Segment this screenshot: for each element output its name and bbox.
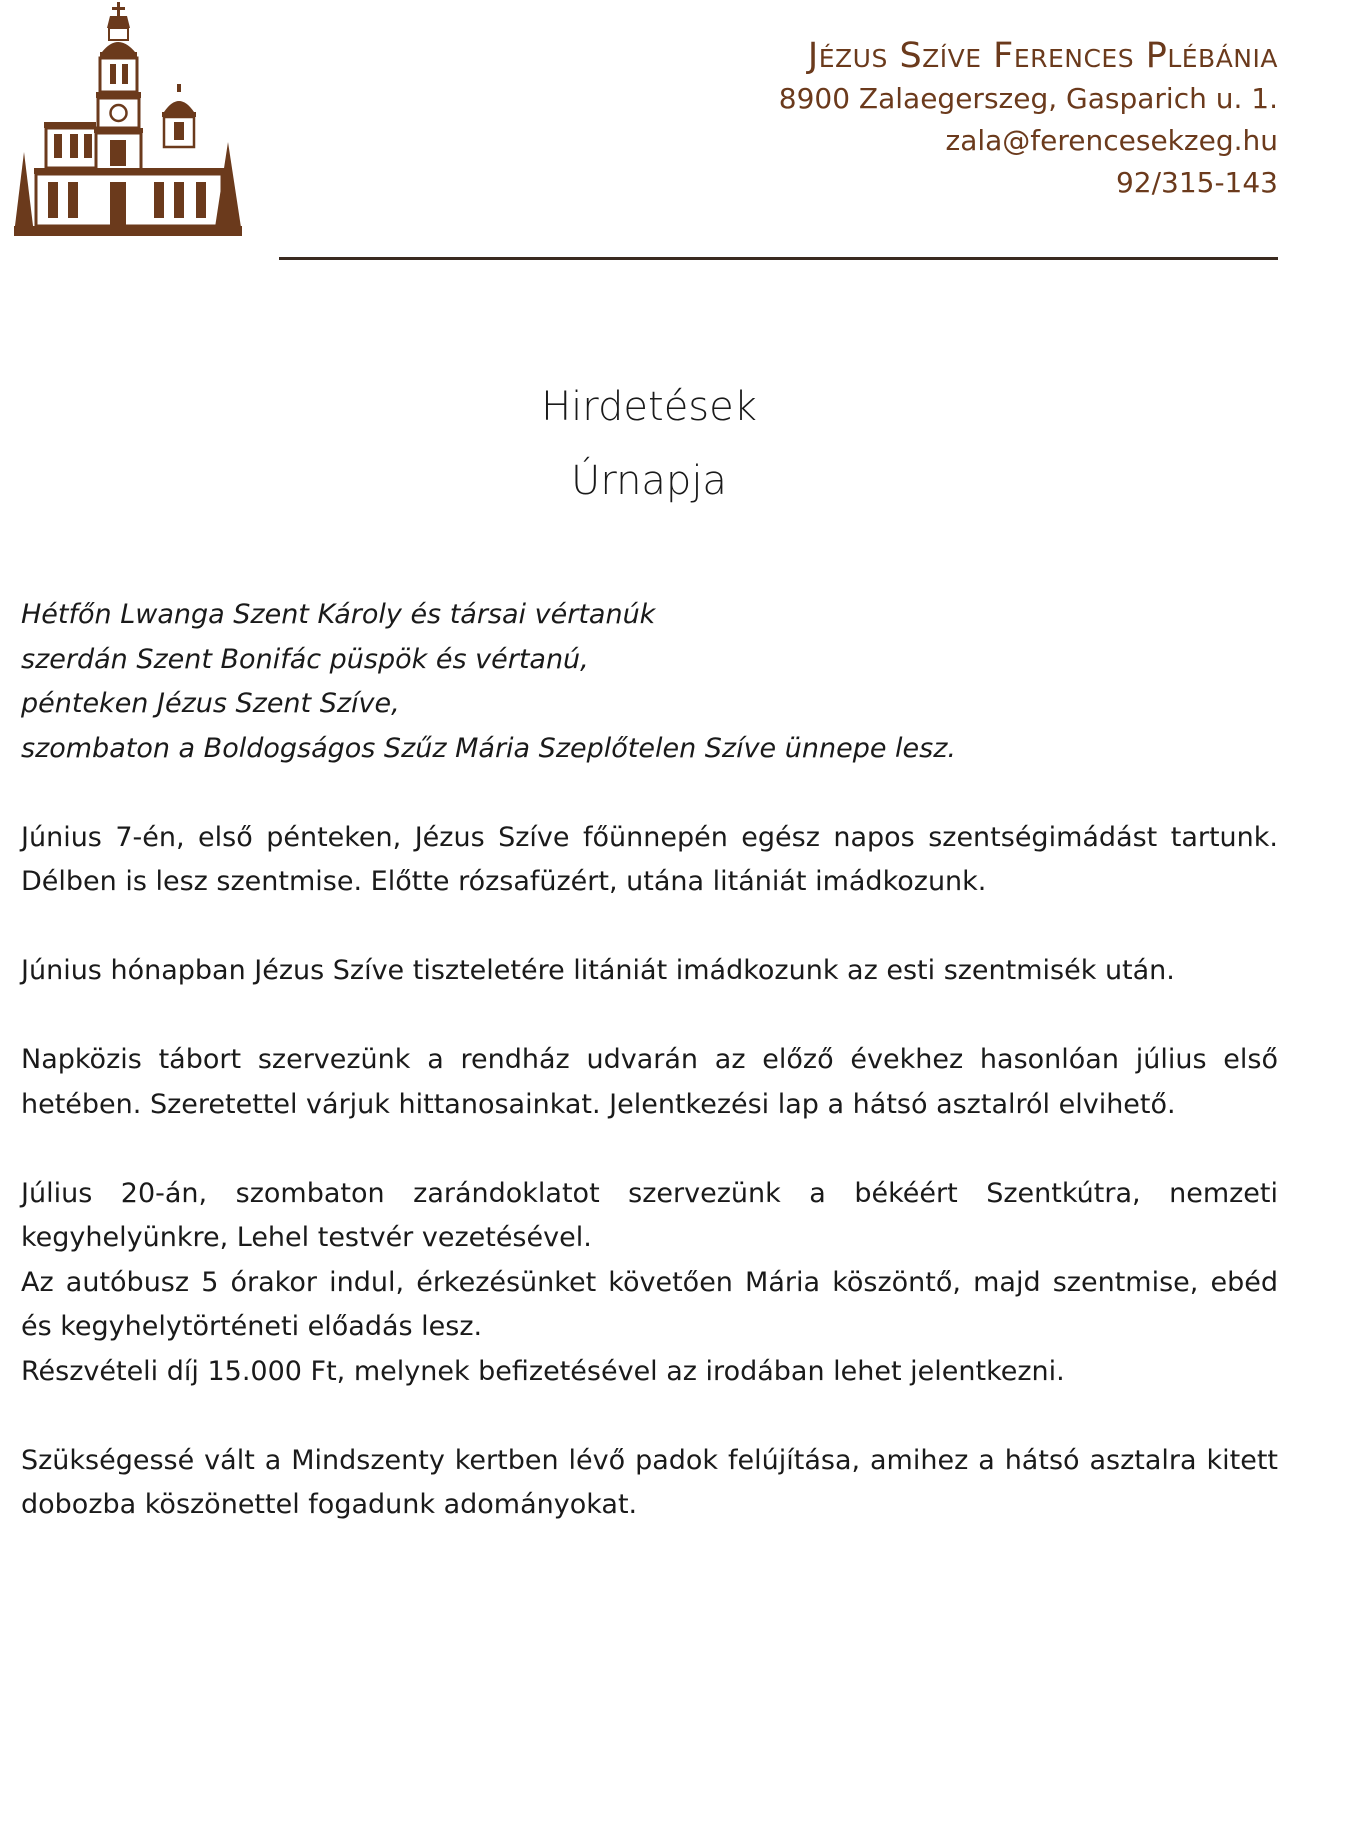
announcement-day-camp: Napközis tábort szervezünk a rendház udvarán az előző évekhez hasonlóan július első hetében. Szeretettel várjuk hittanosainkat. Jelentkezési lap a hátsó asztalról elvihető. xyxy=(21,1044,1278,1120)
announcement-first-friday: Június 7-én, első pénteken, Jézus Szíve főünnepén egész napos szentségimádást tartunk. Délben is lesz szentmise. Előtte rózsafüzért, utána litániát imádkozunk. xyxy=(21,821,1278,897)
parish-email: zala@ferencesekzeg.hu xyxy=(945,124,1278,157)
pilgrimage-fee: Részvételi díj 15.000 Ft, melynek befizetésével az irodában lehet jelentkezni. xyxy=(21,1355,1065,1387)
feast-line: pénteken Jézus Szent Szíve, xyxy=(21,688,400,719)
announcement-pilgrimage xyxy=(21,1172,1278,1395)
church-tower-icon xyxy=(14,2,242,238)
announcements-body xyxy=(21,593,1278,1528)
pilgrimage-program: Az autóbusz 5 órakor indul, érkezésünket követően Mária köszöntő, majd szentmise, ebéd és kegyhelytörténeti előadás lesz. xyxy=(21,1266,1278,1342)
feast-line: szerdán Szent Bonifác püspök és vértanú, xyxy=(21,643,589,675)
parish-header xyxy=(779,34,1278,204)
parish-phone: 92/315-143 xyxy=(1115,166,1278,199)
title-announcements: Hirdetések xyxy=(541,384,757,430)
parish-address: 8900 Zalaegerszeg, Gasparich u. 1. xyxy=(778,82,1278,115)
church-logo xyxy=(14,2,242,238)
header-divider xyxy=(279,257,1278,260)
announcement-benches: Szükségessé vált a Mindszenty kertben lévő padok felújítása, amihez a hátsó asztalra kitett dobozba köszönettel fogadunk adományokat. xyxy=(21,1444,1278,1520)
pilgrimage-intro: Július 20-án, szombaton zarándoklatot szervezünk a békéért Szentkútra, nemzeti kegyhelyünkre, Lehel testvér vezetésével. xyxy=(21,1177,1278,1253)
feast-list xyxy=(21,593,1278,771)
feast-line: Hétfőn Lwanga Szent Károly és társai vértanúk xyxy=(21,599,656,630)
feast-line: szombaton a Boldogságos Szűz Mária Szeplőtelen Szíve ünnepe lesz. xyxy=(21,732,956,764)
title-feast-day: Úrnapja xyxy=(571,458,727,504)
announcement-june-litany: Június hónapban Jézus Szíve tiszteletére litániát imádkozunk az esti szentmisék után. xyxy=(21,955,1175,986)
page-title xyxy=(0,370,1298,518)
parish-name: Jézus Szíve Ferences Plébánia xyxy=(807,36,1278,76)
